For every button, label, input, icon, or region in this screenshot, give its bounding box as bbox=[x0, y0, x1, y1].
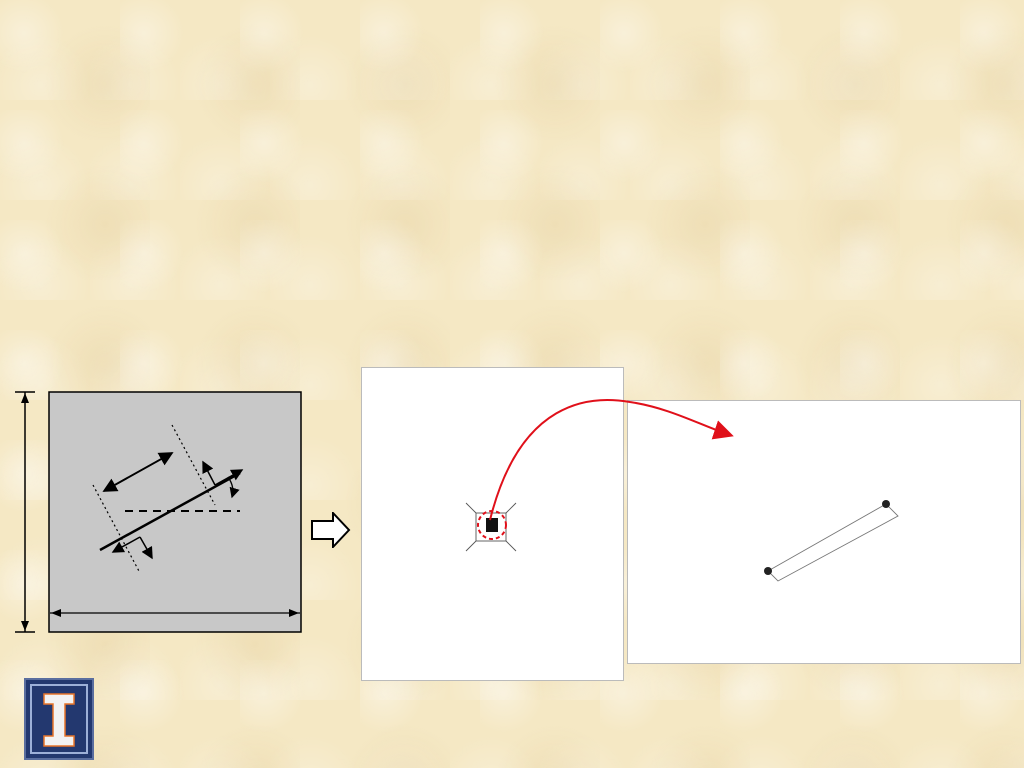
zoom-connector-arrow bbox=[480, 390, 740, 530]
equation-k2 bbox=[80, 284, 100, 318]
hollow-arrow-icon bbox=[311, 512, 351, 548]
crack-band bbox=[768, 504, 898, 581]
equation-k1 bbox=[80, 234, 106, 268]
university-logo bbox=[24, 678, 94, 760]
plate-diagram bbox=[0, 345, 360, 670]
bullet-2 bbox=[16, 158, 1016, 220]
bullet-1 bbox=[16, 91, 1016, 153]
right-crack-tip-dot bbox=[882, 500, 890, 508]
left-crack-tip-dot bbox=[764, 567, 772, 575]
illinois-i-icon bbox=[26, 680, 92, 758]
